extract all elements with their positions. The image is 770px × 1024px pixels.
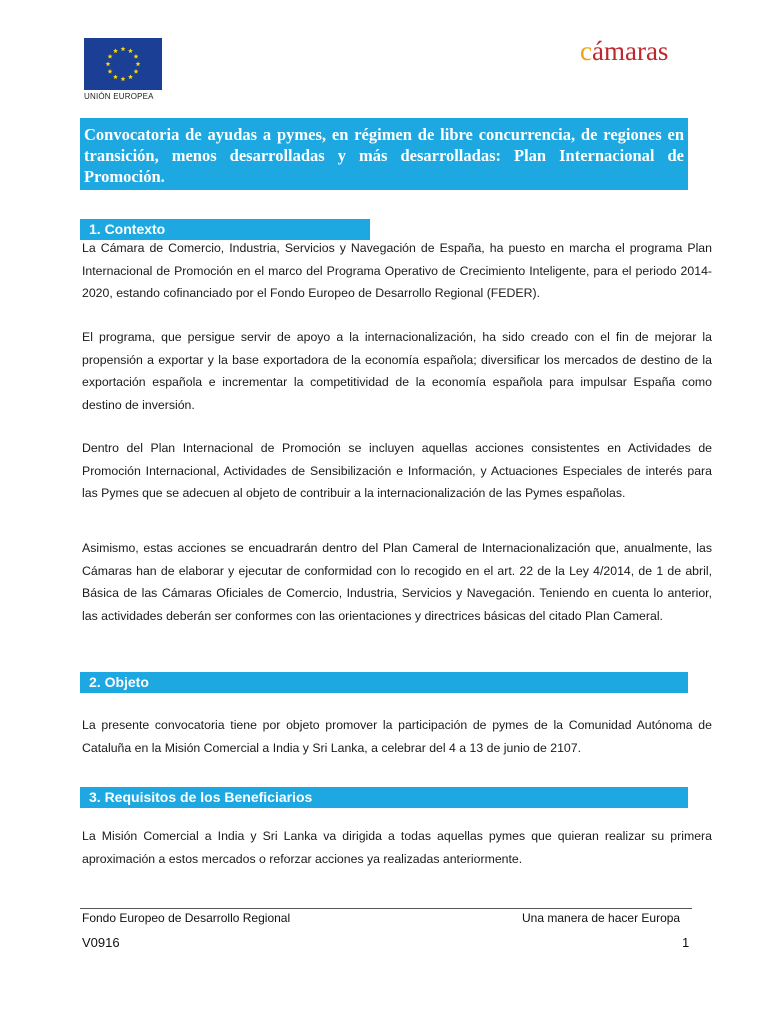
eu-star-icon [134, 54, 139, 59]
footer-right-text: Una manera de hacer Europa [522, 911, 681, 925]
paragraph-requisitos-1: La Misión Comercial a India y Sri Lanka va dirigida a todas aquellas pymes que quieran realizar su primera aproximación a estos mercados o reforzar acciones ya realizadas anteriormente. [82, 829, 712, 866]
paragraph-contexto-3: Dentro del Plan Internacional de Promoción se incluyen aquellas acciones consistentes en Actividades de Promoción Internacional, Actividades de Sensibilización e Información, y Actuaciones Especiales de interés para las Pymes que se adecuen al objeto de contribuir a la internacionalización de las Pymes españolas. [82, 441, 712, 500]
section-heading-objeto: 2. Objeto [80, 672, 688, 693]
eu-star-icon [128, 48, 133, 53]
eu-flag-logo [84, 38, 162, 90]
eu-star-icon [136, 61, 141, 66]
document-title: Convocatoria de ayudas a pymes, en régimen de libre concurrencia, de regiones en transición, menos desarrolladas y más desarrolladas: Plan Internacional de Promoción. [84, 125, 684, 186]
footer-divider [80, 908, 692, 909]
document-title-box [80, 118, 688, 190]
footer-version: V0916 [82, 935, 120, 950]
eu-star-icon [128, 74, 133, 79]
camaras-logo [580, 36, 668, 67]
section-heading-contexto: 1. Contexto [80, 219, 370, 240]
camaras-logo-accent: c [580, 36, 592, 66]
eu-stars-icon [84, 38, 162, 90]
footer-page-number: 1 [682, 935, 690, 950]
footer-left-text: Fondo Europeo de Desarrollo Regional [82, 911, 291, 925]
paragraph-objeto-1: La presente convocatoria tiene por objeto promover la participación de pymes de la Comunidad Autónoma de Cataluña en la Misión Comercial a India y Sri Lanka, a celebrar del 4 a 13 de junio de 2107. [82, 718, 712, 755]
camaras-logo-text: ámaras [591, 36, 669, 66]
section-heading-requisitos: 3. Requisitos de los Beneficiarios [80, 787, 688, 808]
eu-star-icon [108, 69, 113, 74]
eu-star-icon [113, 48, 118, 53]
eu-star-icon [121, 46, 126, 51]
paragraph-contexto-4: Asimismo, estas acciones se encuadrarán dentro del Plan Cameral de Internacionalización que, anualmente, las Cámaras han de elaborar y ejecutar de conformidad con lo recogido en el art. 22 de la Ley 4/2014, de 1 de abril, Básica de las Cámaras Oficiales de Comercio, Industria, Servicios y Navegación. Teniendo en cuenta lo anterior, las actividades deberán ser conformes con las orientaciones y directrices básicas del citado Plan Cameral. [82, 541, 712, 623]
eu-star-icon [113, 74, 118, 79]
eu-logo-label: UNIÓN EUROPEA [84, 92, 154, 101]
eu-star-icon [134, 69, 139, 74]
eu-star-icon [121, 76, 126, 81]
paragraph-contexto-2: El programa, que persigue servir de apoyo a la internacionalización, ha sido creado con el fin de mejorar la propensión a exportar y la base exportadora de la economía española; diversificar los mercados de destino de la exportación española e incrementar la competitividad de la economía española para impulsar España como destino de inversión. [82, 330, 712, 412]
eu-star-icon [106, 61, 111, 66]
eu-star-icon [108, 54, 113, 59]
paragraph-contexto-1: La Cámara de Comercio, Industria, Servicios y Navegación de España, ha puesto en marcha el programa Plan Internacional de Promoción en el marco del Programa Operativo de Crecimiento Inteligente, para el periodo 2014-2020, estando cofinanciado por el Fondo Europeo de Desarrollo Regional (FEDER). [82, 241, 712, 300]
